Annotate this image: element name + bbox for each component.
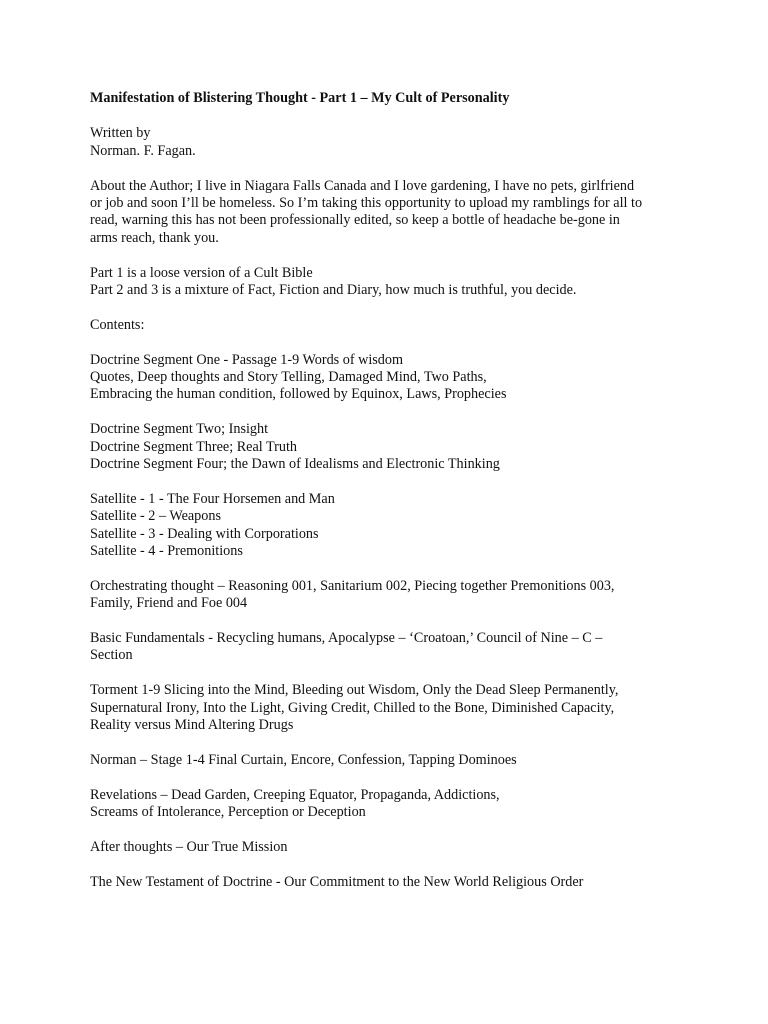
contents-satellites xyxy=(90,491,710,561)
about-line: read, warning this has not been professionally edited, so keep a bottle of headache be-gone in xyxy=(90,212,620,229)
contents-line: Embracing the human condition, followed by Equinox, Laws, Prophecies xyxy=(90,386,507,403)
contents-orchestrating xyxy=(90,578,710,613)
contents-line: Basic Fundamentals - Recycling humans, Apocalypse – ‘Croatoan,’ Council of Nine – C – xyxy=(90,630,603,647)
document-title: Manifestation of Blistering Thought - Part 1 – My Cult of Personality xyxy=(90,90,510,106)
contents-line: Orchestrating thought – Reasoning 001, Sanitarium 002, Piecing together Premonitions 003, xyxy=(90,577,615,594)
part-line: Part 2 and 3 is a mixture of Fact, Fiction and Diary, how much is truthful, you decide. xyxy=(90,282,577,299)
contents-line: Reality versus Mind Altering Drugs xyxy=(90,717,294,734)
contents-line: Quotes, Deep thoughts and Story Telling, Damaged Mind, Two Paths, xyxy=(90,369,487,386)
contents-revelations xyxy=(90,787,710,822)
contents-line: Satellite - 4 - Premonitions xyxy=(90,543,243,560)
parts-paragraph xyxy=(90,265,710,300)
contents-line: Family, Friend and Foe 004 xyxy=(90,595,248,612)
contents-after-thoughts xyxy=(90,839,710,856)
contents-line: Revelations – Dead Garden, Creeping Equator, Propaganda, Addictions, xyxy=(90,786,500,803)
about-line: or job and soon I’ll be homeless. So I’m taking this opportunity to upload my ramblings for all to xyxy=(90,195,643,212)
contents-heading: Contents: xyxy=(90,316,145,333)
contents-line: Doctrine Segment One - Passage 1-9 Words of wisdom xyxy=(90,351,404,368)
contents-line: Doctrine Segment Two; Insight xyxy=(90,421,269,438)
contents-norman xyxy=(90,752,710,769)
contents-basic-fundamentals xyxy=(90,630,710,665)
about-author-paragraph xyxy=(90,178,710,248)
contents-line: Supernatural Irony, Into the Light, Giving Credit, Chilled to the Bone, Diminished Capacity, xyxy=(90,699,615,716)
byline-block xyxy=(90,125,710,160)
contents-line: Screams of Intolerance, Perception or Deception xyxy=(90,804,366,821)
part-line: Part 1 is a loose version of a Cult Bible xyxy=(90,264,313,281)
contents-line: The New Testament of Doctrine - Our Commitment to the New World Religious Order xyxy=(90,873,584,890)
contents-new-testament xyxy=(90,874,710,891)
contents-segments xyxy=(90,421,710,473)
contents-torment xyxy=(90,682,710,734)
about-line: arms reach, thank you. xyxy=(90,229,219,246)
contents-segment-one xyxy=(90,352,710,404)
contents-line: Doctrine Segment Three; Real Truth xyxy=(90,438,297,455)
contents-line: Norman – Stage 1-4 Final Curtain, Encore, Confession, Tapping Dominoes xyxy=(90,751,517,768)
about-line: About the Author; I live in Niagara Falls Canada and I love gardening, I have no pets, girlfriend xyxy=(90,177,635,194)
contents-line: Satellite - 1 - The Four Horsemen and Man xyxy=(90,490,335,507)
contents-line: After thoughts – Our True Mission xyxy=(90,838,288,855)
contents-line: Satellite - 3 - Dealing with Corporations xyxy=(90,525,319,542)
contents-line: Satellite - 2 – Weapons xyxy=(90,508,221,525)
contents-line: Section xyxy=(90,647,133,664)
document-body xyxy=(90,90,710,908)
author-name: Norman. F. Fagan. xyxy=(90,142,196,159)
contents-line: Doctrine Segment Four; the Dawn of Idealisms and Electronic Thinking xyxy=(90,456,500,473)
byline-line: Written by xyxy=(90,125,151,142)
contents-line: Torment 1-9 Slicing into the Mind, Bleeding out Wisdom, Only the Dead Sleep Permanently, xyxy=(90,682,619,699)
